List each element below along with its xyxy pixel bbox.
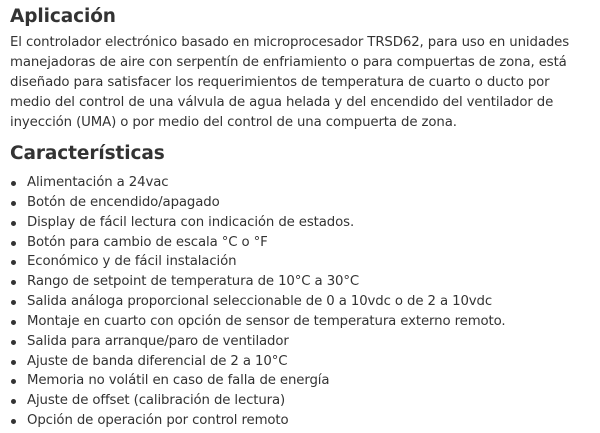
list-item-text: Memoria no volátil en caso de falla de energía: [27, 373, 330, 389]
list-item-text: Opción de operación por control remoto: [27, 413, 289, 429]
bullet-icon: [11, 201, 16, 206]
bullet-icon: [11, 241, 16, 246]
bullet-icon: [11, 181, 16, 186]
list-item: [10, 213, 590, 233]
bullet-icon: [11, 419, 16, 424]
bullet-icon: [11, 340, 16, 345]
list-item-text: Ajuste de banda diferencial de 2 a 10°C: [27, 353, 288, 369]
list-item-text: Rango de setpoint de temperatura de 10°C a 30°C: [27, 274, 360, 290]
list-item-text: Salida para arranque/paro de ventilador: [27, 333, 289, 349]
bullet-icon: [11, 260, 16, 265]
list-item: [10, 292, 590, 312]
list-item: [10, 272, 590, 292]
list-item: [10, 332, 590, 352]
list-item-text: Económico y de fácil instalación: [27, 254, 237, 270]
caracteristicas-list: [10, 173, 590, 431]
list-item-text: Botón para cambio de escala °C o °F: [27, 234, 268, 250]
list-item-text: Ajuste de offset (calibración de lectura): [27, 393, 286, 409]
list-item-text: Montaje en cuarto con opción de sensor de temperatura externo remoto.: [27, 313, 506, 329]
list-item: [10, 193, 590, 213]
list-item: [10, 371, 590, 391]
list-item: [10, 352, 590, 372]
aplicacion-heading: Aplicación: [10, 6, 116, 27]
list-item: [10, 411, 590, 431]
list-item-text: Display de fácil lectura con indicación de estados.: [27, 214, 355, 230]
bullet-icon: [11, 399, 16, 404]
list-item-text: Salida análoga proporcional seleccionable de 0 a 10vdc o de 2 a 10vdc: [27, 294, 493, 310]
bullet-icon: [11, 300, 16, 305]
list-item: [10, 173, 590, 193]
bullet-icon: [11, 320, 16, 325]
list-item: [10, 252, 590, 272]
list-item: [10, 233, 590, 253]
caracteristicas-heading: Características: [10, 143, 165, 164]
bullet-icon: [11, 280, 16, 285]
bullet-icon: [11, 360, 16, 365]
list-item: [10, 312, 590, 332]
bullet-icon: [11, 379, 16, 384]
aplicacion-body: El controlador electrónico basado en microprocesador TRSD62, para uso en unidades manejadoras de aire con serpentín de enfriamiento o para compuertas de zona, está diseñado para satisfacer los requerimientos de temperatura de cuarto o ducto por medio del control de una válvula de agua helada y del encendido del ventilador de inyección (UMA) o por medio del control de una compuerta de zona.: [10, 35, 570, 130]
list-item-text: Alimentación a 24vac: [27, 175, 169, 190]
bullet-icon: [11, 221, 16, 226]
list-item-text: Botón de encendido/apagado: [27, 194, 220, 210]
list-item: [10, 391, 590, 411]
